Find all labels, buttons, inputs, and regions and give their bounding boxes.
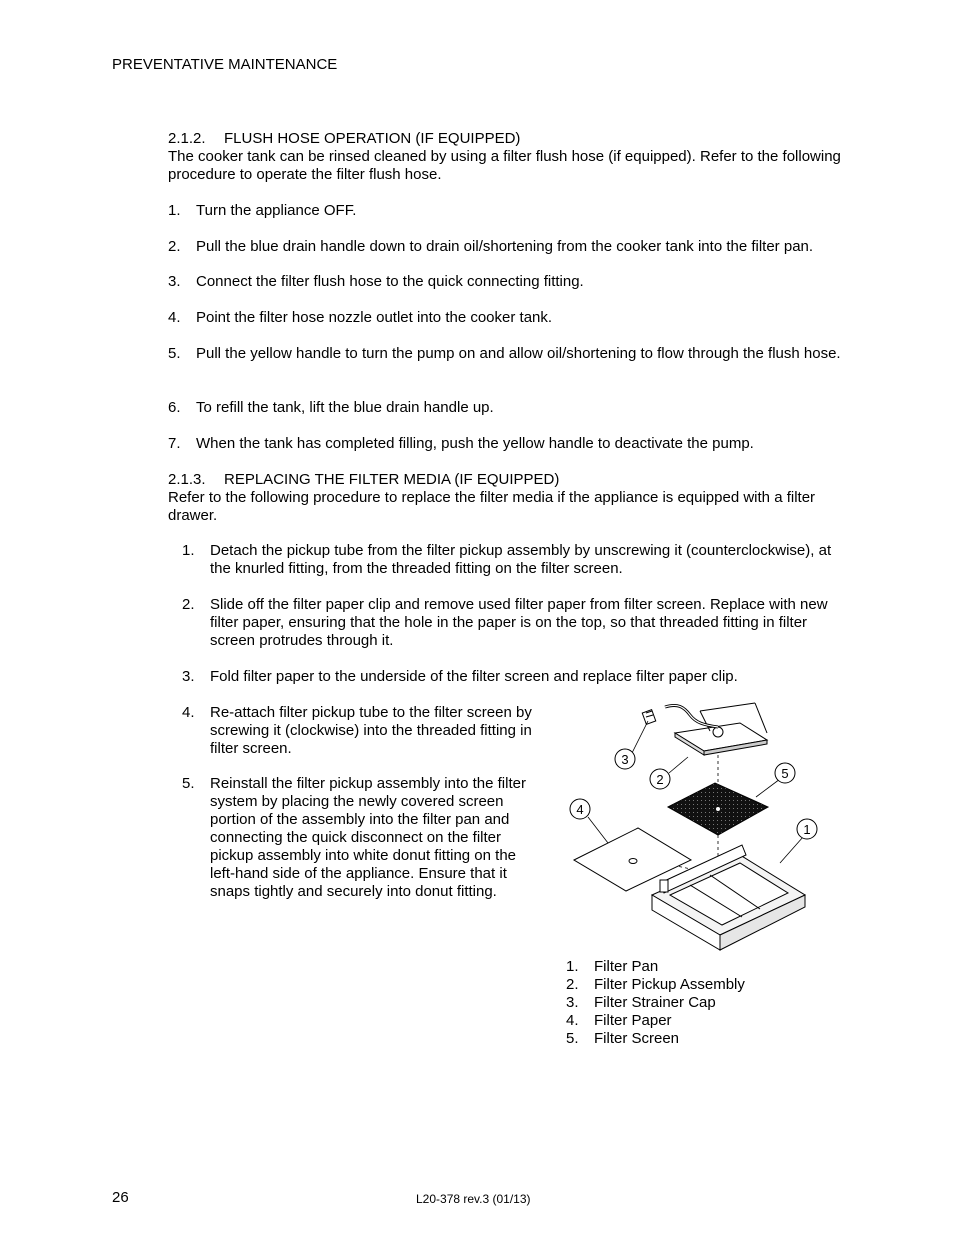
running-header: PREVENTATIVE MAINTENANCE — [112, 56, 338, 73]
step-number: 3. — [168, 273, 181, 290]
callout-2 — [650, 769, 670, 789]
svg-text:4: 4 — [576, 802, 584, 817]
page-number: 26 — [112, 1189, 129, 1206]
step-number: 6. — [168, 399, 181, 416]
section-intro: The cooker tank can be rinsed cleaned by using a filter flush hose (if equipped). Refer to the following procedure to operate the filter flush hose. — [168, 148, 841, 183]
filter-assembly-figure — [560, 695, 850, 955]
step-text: Connect the filter flush hose to the quick connecting fitting. — [196, 273, 584, 290]
legend-text: Filter Paper — [594, 1012, 672, 1029]
step-number: 3. — [182, 668, 195, 685]
filter-strainer-cap — [642, 710, 656, 725]
step-text: Detach the pickup tube from the filter pickup assembly by unscrewing it (counterclockwise), at the knurled fitting, from the threaded fitting on the filter screen. — [210, 542, 832, 577]
document-id: L20-378 rev.3 (01/13) — [416, 1192, 531, 1206]
callout-4 — [570, 799, 590, 819]
step-text: Pull the yellow handle to turn the pump on and allow oil/shortening to flow through the flush hose. — [196, 345, 841, 362]
legend-number: 2. — [566, 976, 579, 993]
section-number: 2.1.3. — [168, 471, 206, 488]
section-heading-filter-media — [168, 471, 559, 489]
step-text: Re-attach filter pickup tube to the filter screen by screwing it (clockwise) into the threaded fitting in filter screen. — [210, 704, 532, 757]
legend-number: 4. — [566, 1012, 579, 1029]
step-number: 4. — [182, 704, 195, 721]
step-number: 1. — [182, 542, 195, 559]
legend-text: Filter Screen — [594, 1030, 680, 1047]
section-intro: Refer to the following procedure to replace the filter media if the appliance is equipped with a filter drawer. — [168, 489, 816, 524]
legend-text: Filter Pan — [594, 958, 659, 975]
step-number: 1. — [168, 202, 181, 219]
filter-pickup-assembly — [665, 703, 767, 755]
svg-text:1: 1 — [803, 822, 811, 837]
step-text: Pull the blue drain handle down to drain oil/shortening from the cooker tank into the filter pan. — [196, 238, 814, 255]
legend-number: 1. — [566, 958, 579, 975]
step-number: 5. — [182, 775, 195, 792]
svg-text:3: 3 — [621, 752, 629, 767]
legend-number: 5. — [566, 1030, 579, 1047]
legend-text: Filter Strainer Cap — [594, 994, 716, 1011]
step-text: Slide off the filter paper clip and remove used filter paper from filter screen. Replace with new filter paper, ensuring that the hole in the paper is on the top, so that threaded fitting in filter screen protrudes through it. — [210, 596, 828, 649]
legend-number: 3. — [566, 994, 579, 1011]
step-number: 2. — [182, 596, 195, 613]
callout-5 — [775, 763, 795, 783]
step-number: 5. — [168, 345, 181, 362]
legend-text: Filter Pickup Assembly — [594, 976, 745, 993]
step-text: Fold filter paper to the underside of the filter screen and replace filter paper clip. — [210, 668, 738, 685]
callout-1 — [797, 819, 817, 839]
callout-3 — [615, 749, 635, 769]
step-text: When the tank has completed filling, push the yellow handle to deactivate the pump. — [196, 435, 754, 452]
step-number: 7. — [168, 435, 181, 452]
section-heading-flush-hose — [168, 130, 520, 148]
step-text: To refill the tank, lift the blue drain handle up. — [196, 399, 494, 416]
svg-text:2: 2 — [656, 772, 664, 787]
step-text: Reinstall the filter pickup assembly into the filter system by placing the newly covered screen portion of the assembly into the filter pan and connecting the quick disconnect on the filter pickup assembly into white donut fitting on the left-hand side of the appliance. Ensure that it snaps tightly and securely into donut fitting. — [210, 775, 526, 900]
svg-text:5: 5 — [781, 766, 789, 781]
step-text: Turn the appliance OFF. — [196, 202, 357, 219]
section-number: 2.1.2. — [168, 130, 206, 147]
step-text: Point the filter hose nozzle outlet into the cooker tank. — [196, 309, 553, 326]
screen-fitting — [716, 807, 720, 811]
step-number: 4. — [168, 309, 181, 326]
step-number: 2. — [168, 238, 181, 255]
section-title: REPLACING THE FILTER MEDIA (IF EQUIPPED) — [224, 471, 560, 488]
section-title: FLUSH HOSE OPERATION (IF EQUIPPED) — [224, 130, 521, 147]
